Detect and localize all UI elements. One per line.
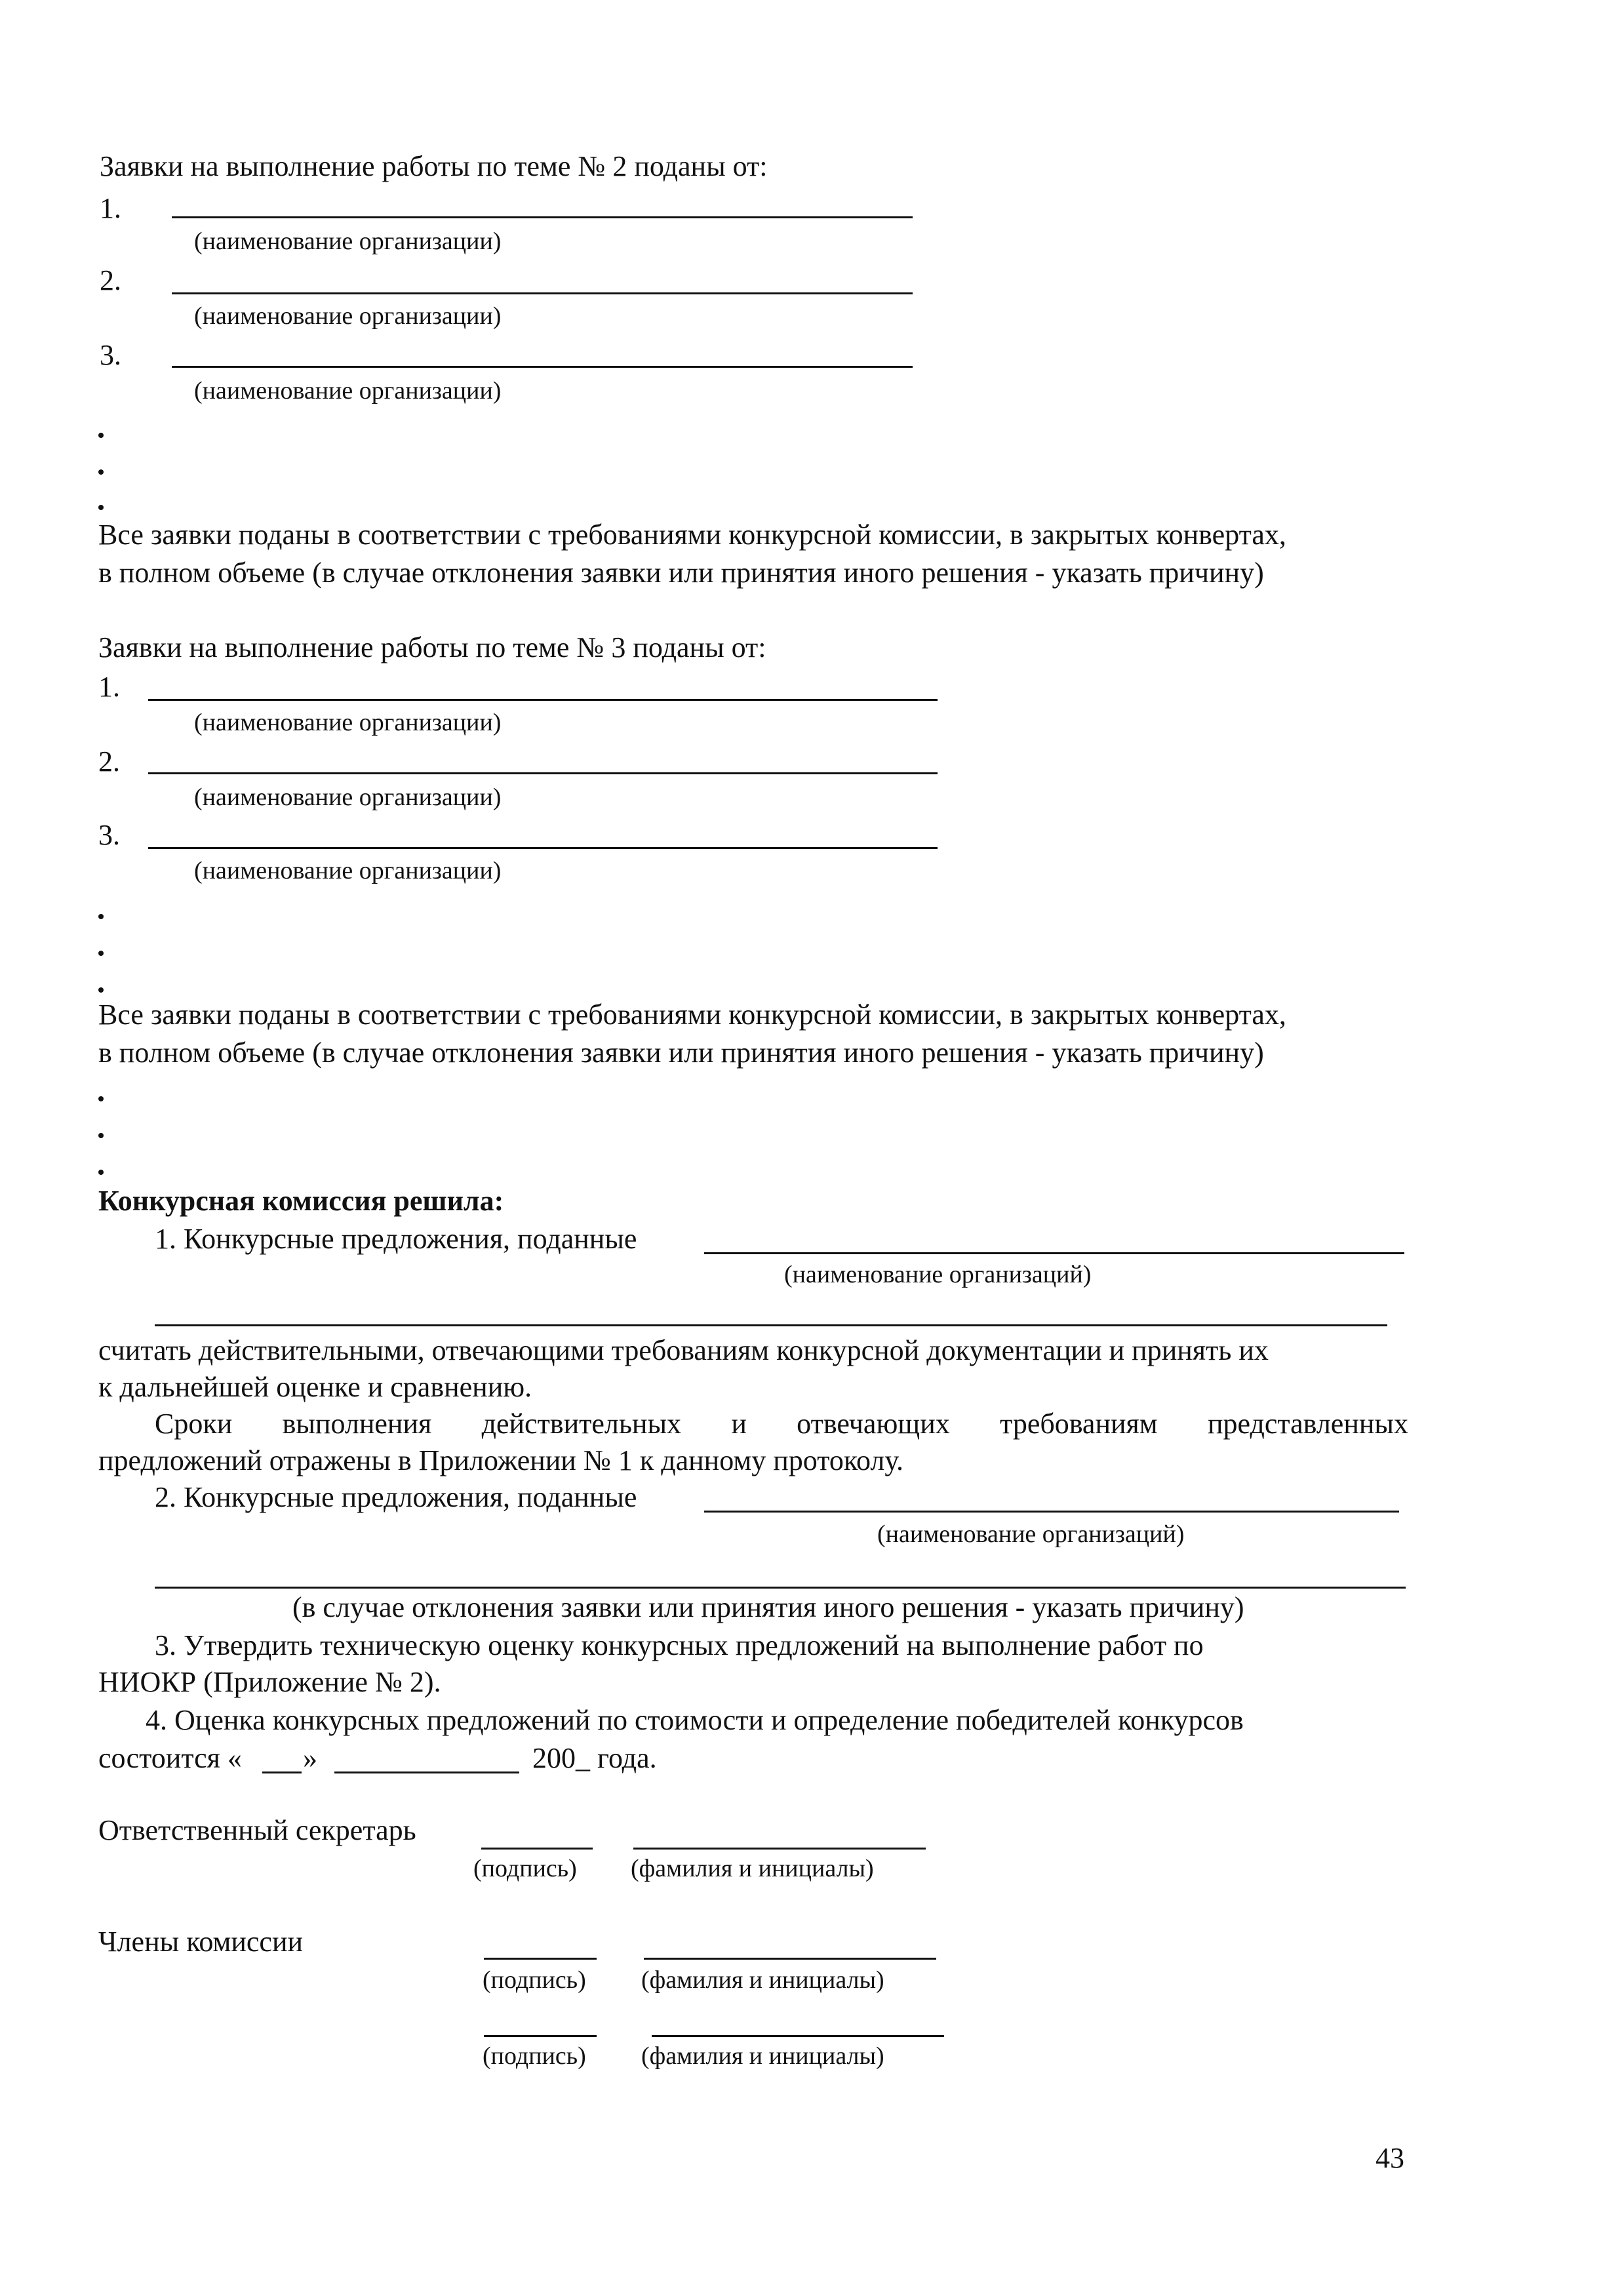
- topic2-item-1-number: 1.: [100, 192, 121, 224]
- member-2-signature-blank[interactable]: [484, 2035, 597, 2037]
- decision-p2-caption: (наименование организаций): [877, 1520, 1185, 1548]
- decision-p2-label: 2. Конкурсные предложения, поданные: [155, 1481, 637, 1513]
- ellipsis-dot: [98, 1096, 104, 1101]
- topic3-item-2-number: 2.: [98, 745, 120, 778]
- ellipsis-dot: [98, 1133, 104, 1138]
- decision-p4-month-blank[interactable]: [334, 1771, 519, 1773]
- members-label: Члены комиссии: [98, 1926, 304, 1958]
- member-2-signature-caption: (подпись): [483, 2042, 586, 2070]
- member-1-signature-blank[interactable]: [484, 1958, 597, 1960]
- topic3-item-2-caption: (наименование организации): [194, 783, 502, 811]
- ellipsis-dot: [98, 1170, 104, 1175]
- secretary-name-blank[interactable]: [633, 1848, 926, 1850]
- decision-p2-blank-continued[interactable]: [155, 1587, 1406, 1589]
- topic2-heading: Заявки на выполнение работы по теме № 2 поданы от:: [100, 150, 768, 182]
- decision-p3-line1: 3. Утвердить техническую оценку конкурсных предложений на выполнение работ по: [155, 1629, 1204, 1661]
- topic2-item-2-number: 2.: [100, 264, 121, 296]
- topic3-item-3-caption: (наименование организации): [194, 857, 502, 884]
- topic3-item-2-blank[interactable]: [148, 772, 938, 774]
- member-1-signature-caption: (подпись): [483, 1966, 586, 1994]
- decision-p2-blank[interactable]: [704, 1511, 1399, 1513]
- ellipsis-dot: [98, 469, 104, 475]
- decision-p1-label: 1. Конкурсные предложения, поданные: [155, 1223, 637, 1255]
- topic2-note-line2: в полном объеме (в случае отклонения заявки или принятия иного решения - указать причину): [98, 557, 1264, 589]
- ellipsis-dot: [98, 505, 104, 510]
- topic3-note-line2: в полном объеме (в случае отклонения заявки или принятия иного решения - указать причину): [98, 1037, 1264, 1069]
- member-1-name-blank[interactable]: [644, 1958, 936, 1960]
- decision-p1-text-line1: считать действительными, отвечающими требованиям конкурсной документации и принять их: [98, 1334, 1269, 1366]
- decision-p3-line2: НИОКР (Приложение № 2).: [98, 1666, 441, 1698]
- decision-p4-quote-close: »: [303, 1742, 317, 1774]
- decision-p1-text-line2: к дальнейшей оценке и сравнению.: [98, 1371, 532, 1403]
- topic2-item-2-blank[interactable]: [172, 292, 913, 294]
- topic2-item-2-caption: (наименование организации): [194, 302, 502, 330]
- decision-p2-reason: (в случае отклонения заявки или принятия иного решения - указать причину): [292, 1591, 1244, 1623]
- decision-p4-line1: 4. Оценка конкурсных предложений по стоимости и определение победителей конкурсов: [146, 1704, 1244, 1736]
- decision-p4-prefix: состоится «: [98, 1742, 242, 1774]
- topic3-item-3-blank[interactable]: [148, 847, 938, 849]
- decision-terms-line2: предложений отражены в Приложении № 1 к данному протоколу.: [98, 1444, 903, 1476]
- topic2-note-line1: Все заявки поданы в соответствии с требованиями конкурсной комиссии, в закрытых конвертах,: [98, 519, 1286, 551]
- secretary-name-caption: (фамилия и инициалы): [631, 1855, 874, 1882]
- secretary-signature-blank[interactable]: [481, 1848, 593, 1850]
- member-1-name-caption: (фамилия и инициалы): [641, 1966, 884, 1994]
- decision-p4-day-blank[interactable]: [262, 1771, 302, 1773]
- decision-p1-blank[interactable]: [704, 1252, 1404, 1254]
- topic3-note-line1: Все заявки поданы в соответствии с требованиями конкурсной комиссии, в закрытых конвертах,: [98, 999, 1286, 1031]
- ellipsis-dot: [98, 951, 104, 956]
- decision-p4-year: 200_ года.: [532, 1742, 657, 1774]
- topic3-item-1-blank[interactable]: [148, 699, 938, 701]
- topic3-item-1-caption: (наименование организации): [194, 709, 502, 736]
- ellipsis-dot: [98, 433, 104, 438]
- decision-p1-caption: (наименование организаций): [784, 1261, 1092, 1288]
- topic2-item-3-caption: (наименование организации): [194, 377, 502, 405]
- secretary-label: Ответственный секретарь: [98, 1814, 416, 1846]
- decision-p1-blank-continued[interactable]: [155, 1324, 1387, 1326]
- ellipsis-dot: [98, 914, 104, 919]
- member-2-name-blank[interactable]: [652, 2035, 944, 2037]
- secretary-signature-caption: (подпись): [473, 1855, 577, 1882]
- member-2-name-caption: (фамилия и инициалы): [641, 2042, 884, 2070]
- topic2-item-1-blank[interactable]: [172, 216, 913, 218]
- topic3-heading: Заявки на выполнение работы по теме № 3 поданы от:: [98, 631, 766, 663]
- topic3-item-3-number: 3.: [98, 819, 120, 851]
- topic2-item-3-number: 3.: [100, 339, 121, 371]
- topic3-item-1-number: 1.: [98, 671, 120, 703]
- page-number: 43: [1375, 2142, 1404, 2174]
- topic2-item-1-caption: (наименование организации): [194, 228, 502, 255]
- decision-terms-line1: Сроки выполнения действительных и отвечающих требованиям представленных: [155, 1408, 1408, 1440]
- ellipsis-dot: [98, 987, 104, 993]
- topic2-item-3-blank[interactable]: [172, 366, 913, 368]
- decision-heading: Конкурсная комиссия решила:: [98, 1185, 504, 1217]
